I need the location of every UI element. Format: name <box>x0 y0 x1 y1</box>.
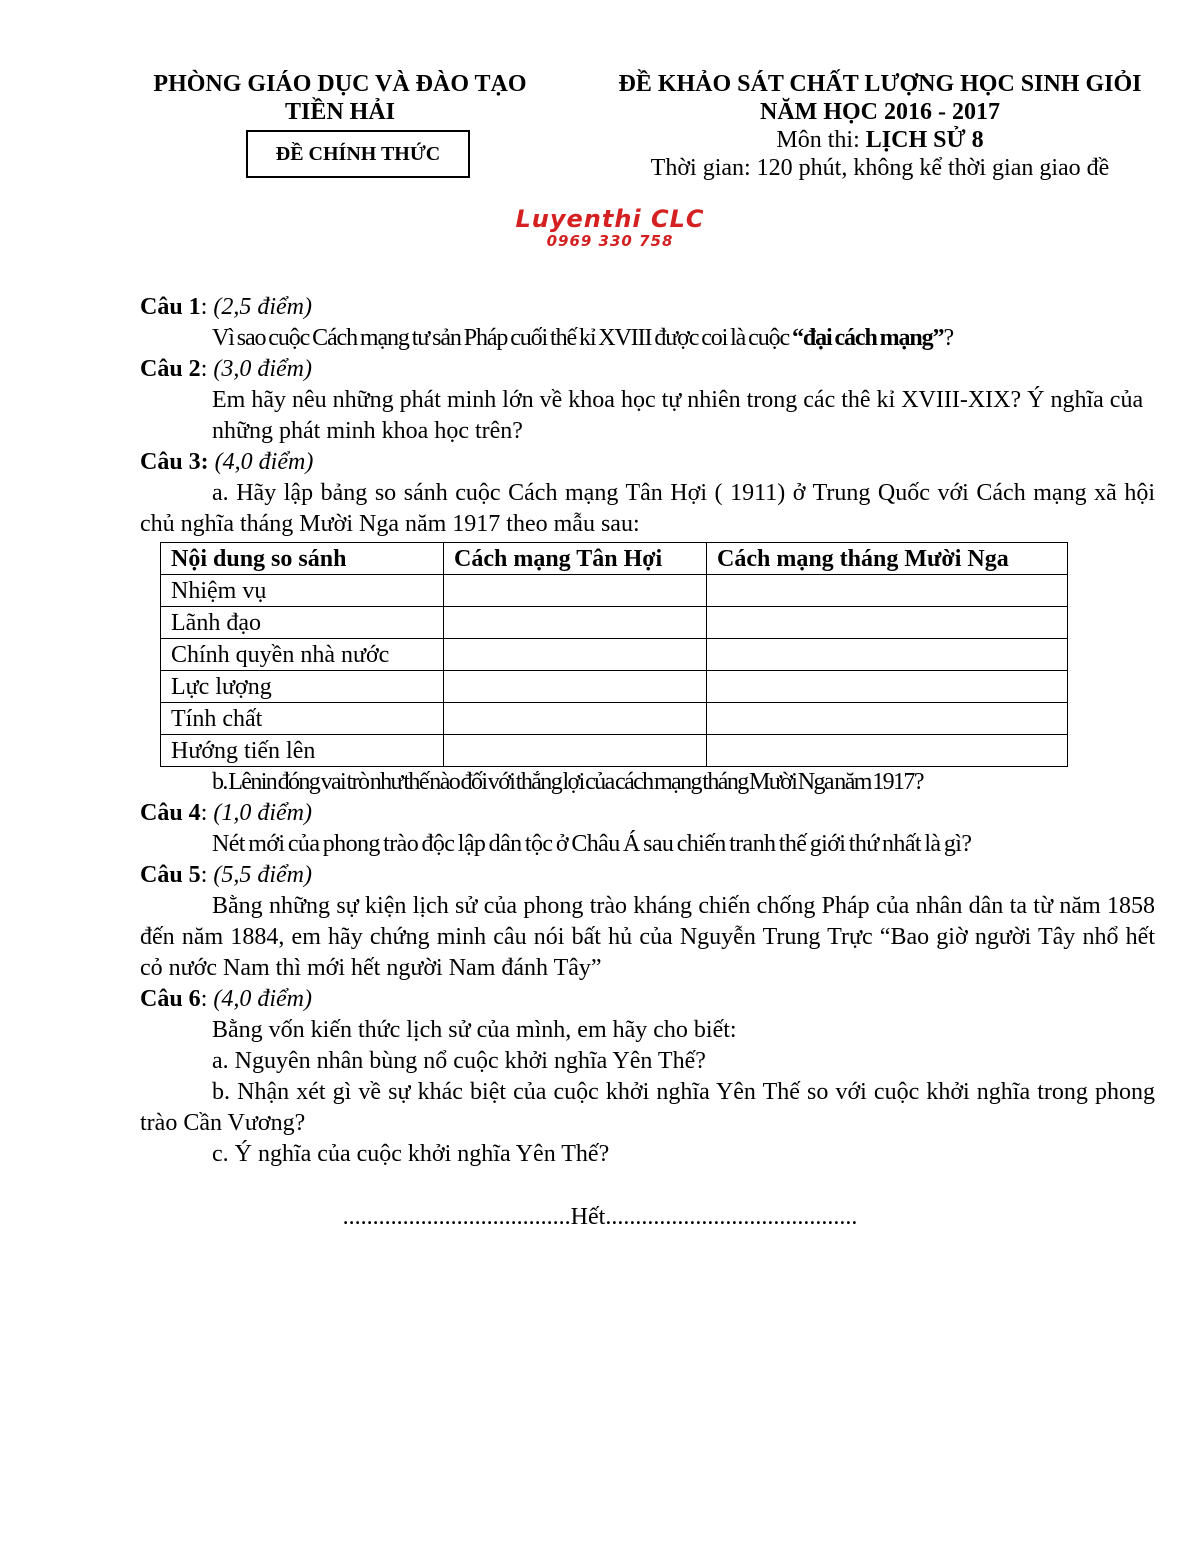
question-3-title <box>140 447 1155 478</box>
question-label: Câu 5 <box>140 862 201 888</box>
table-row <box>161 671 1068 703</box>
question-6-part-b: b. Nhận xét gì về sự khác biệt của cuộc khởi nghĩa Yên Thế so với cuộc khởi nghĩa trong phong trào Cần Vương? <box>140 1079 1155 1136</box>
district-name: TIỀN HẢI <box>284 99 396 125</box>
table-row <box>161 607 1068 639</box>
table-header-cell: Nội dung so sánh <box>161 543 444 575</box>
question-points: (5,5 điểm) <box>213 862 312 888</box>
question-6-intro: Bằng vốn kiến thức lịch sử của mình, em hãy cho biết: <box>212 1017 737 1043</box>
school-header <box>130 70 550 126</box>
table-cell: Lãnh đạo <box>161 607 444 639</box>
question-1-text <box>140 323 1155 354</box>
question-label: Câu 1 <box>140 294 201 320</box>
table-cell-empty <box>707 735 1068 767</box>
table-cell-empty <box>444 671 707 703</box>
table-cell-empty <box>444 703 707 735</box>
watermark-logo <box>480 205 740 249</box>
question-6-part-c: c. Ý nghĩa của cuộc khởi nghĩa Yên Thế? <box>212 1141 610 1167</box>
question-5-title: Câu 5: (5,5 điểm) <box>140 862 312 888</box>
question-points: (1,0 điểm) <box>213 800 312 826</box>
table-row <box>161 703 1068 735</box>
exam-subject-line <box>590 126 1170 154</box>
official-exam-label: ĐỀ CHÍNH THỨC <box>275 142 441 165</box>
question-3-part-b: b. Lênin đóng vai trò như thế nào đối với thắng lợi của cách mạng tháng Mười Nga năm 1917? <box>212 769 923 795</box>
table-cell-empty <box>444 735 707 767</box>
subject-name: LỊCH SỬ 8 <box>865 127 984 153</box>
school-year: NĂM HỌC 2016 - 2017 <box>760 99 1000 125</box>
end-marker: ......................................Hết.......................................... <box>342 1204 858 1230</box>
question-points: (2,5 điểm) <box>213 294 312 320</box>
question-2-title: Câu 2: (3,0 điểm) <box>140 356 312 382</box>
official-exam-box <box>246 130 470 178</box>
question-1-text-main: Vì sao cuộc Cách mạng tư sản Pháp cuối thế kỉ XVIII được coi là cuộc <box>212 325 792 351</box>
table-header-cell: Cách mạng tháng Mười Nga <box>707 543 1068 575</box>
department-name: PHÒNG GIÁO DỤC VÀ ĐÀO TẠO <box>153 71 527 97</box>
table-cell: Lực lượng <box>161 671 444 703</box>
table-cell-empty <box>707 703 1068 735</box>
table-cell-empty <box>444 575 707 607</box>
table-header-cell: Cách mạng Tân Hợi <box>444 543 707 575</box>
question-label: Câu 2 <box>140 356 201 382</box>
question-points: (3,0 điểm) <box>213 356 312 382</box>
table-cell-empty <box>707 639 1068 671</box>
logo-phone: 0969 330 758 <box>546 232 674 250</box>
logo-name: Luyenthi CLC <box>515 205 705 233</box>
question-label: Câu 6 <box>140 986 201 1012</box>
table-cell-empty <box>707 575 1068 607</box>
table-row <box>161 639 1068 671</box>
table-cell-empty <box>707 671 1068 703</box>
table-header-row <box>161 543 1068 575</box>
exam-header <box>590 70 1170 182</box>
question-label: Câu 3: <box>140 449 209 475</box>
exam-content <box>140 292 1155 1170</box>
table-cell-empty <box>707 607 1068 639</box>
question-6-title: Câu 6: (4,0 điểm) <box>140 986 312 1012</box>
question-4-title: Câu 4: (1,0 điểm) <box>140 800 312 826</box>
table-cell: Tính chất <box>161 703 444 735</box>
comparison-table <box>160 542 1068 767</box>
table-cell: Chính quyền nhà nước <box>161 639 444 671</box>
exam-time: Thời gian: 120 phút, không kể thời gian giao đề <box>650 155 1110 181</box>
table-cell: Nhiệm vụ <box>161 575 444 607</box>
question-5-text: Bằng những sự kiện lịch sử của phong trào kháng chiến chống Pháp của nhân dân ta từ năm 1858 đến năm 1884, em hãy chứng minh câu nói bất hủ của Nguyễn Trung Trực “Bao giờ người Tây nhổ hết cỏ nước Nam thì mới hết người Nam đánh Tây” <box>140 893 1155 981</box>
table-cell-empty <box>444 607 707 639</box>
question-6-part-a: a. Nguyên nhân bùng nổ cuộc khởi nghĩa Yên Thế? <box>212 1048 706 1074</box>
question-points: (4,0 điểm) <box>213 986 312 1012</box>
table-cell: Hướng tiến lên <box>161 735 444 767</box>
subject-prefix: Môn thi: <box>776 127 866 153</box>
question-1-title: Câu 1: (2,5 điểm) <box>140 294 312 320</box>
question-1-text-bold: “đại cách mạng” <box>791 325 944 351</box>
question-label: Câu 4 <box>140 800 201 826</box>
question-4-text: Nét mới của phong trào độc lập dân tộc ở Châu Á sau chiến tranh thế giới thứ nhất là gì? <box>212 831 972 857</box>
table-cell-empty <box>444 639 707 671</box>
table-row <box>161 735 1068 767</box>
question-1-text-end: ? <box>943 325 954 351</box>
table-row <box>161 575 1068 607</box>
question-2-text: Em hãy nêu những phát minh lớn về khoa học tự nhiên trong các thê kỉ XVIII-XIX? Ý nghĩa của những phát minh khoa học trên? <box>212 387 1144 444</box>
exam-title: ĐỀ KHẢO SÁT CHẤT LƯỢNG HỌC SINH GIỎI <box>618 71 1142 97</box>
question-points: (4,0 điểm) <box>214 449 314 475</box>
question-3-part-a: a. Hãy lập bảng so sánh cuộc Cách mạng Tân Hợi ( 1911) ở Trung Quốc với Cách mạng xã hội chủ nghĩa tháng Mười Nga năm 1917 theo mẫu sau: <box>140 480 1155 537</box>
